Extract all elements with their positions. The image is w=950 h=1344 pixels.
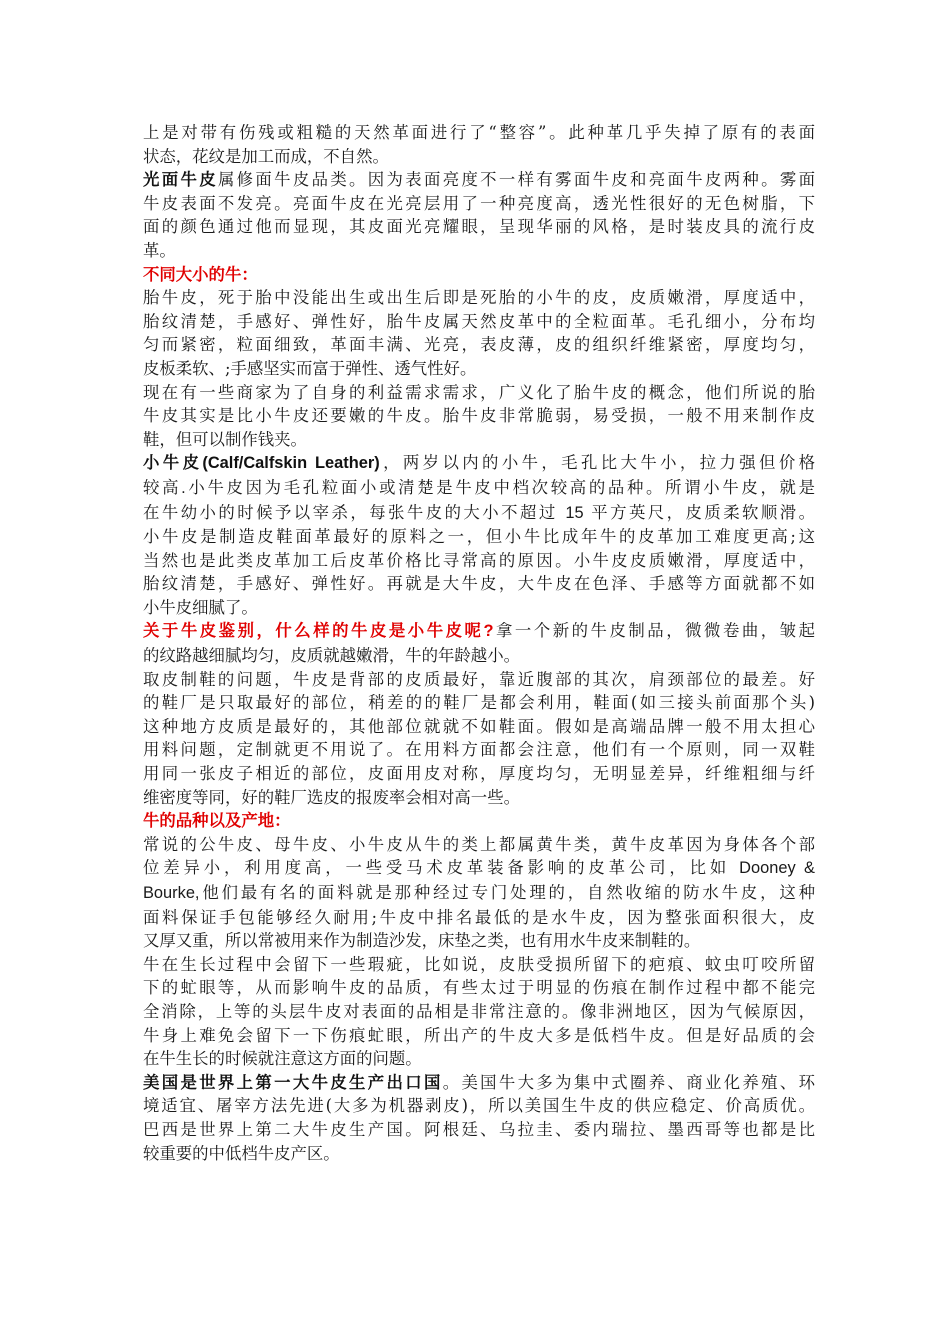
text-line — [143, 1000, 815, 1024]
text-run: 较重要的中低档牛皮产区。 — [143, 1143, 340, 1163]
text-run: 位差异小，利用度高，一些受马术皮革装备影响的皮革公司，比如 — [143, 858, 740, 878]
text-run: 状态，花纹是加工而成，不自然。 — [143, 146, 389, 166]
text-line — [143, 310, 815, 334]
text-run: 当然也是此类皮革加工后皮革价格比寻常高的原因。小牛皮皮质嫩滑，厚度适中， — [143, 550, 815, 570]
text-line — [143, 428, 815, 452]
text-run: 境适宜、屠宰方法先进(大多为机器剥皮)，所以美国生牛皮的供应稳定、价高质优。 — [143, 1096, 815, 1116]
text-line — [143, 381, 815, 405]
text-run: Bourke, — [143, 884, 200, 902]
text-line — [143, 404, 815, 428]
text-line — [143, 215, 815, 239]
text-run: 革。 — [143, 240, 176, 260]
text-line — [143, 357, 815, 381]
text-line — [143, 929, 815, 953]
text-line — [143, 168, 815, 192]
text-run: 皮板柔软、;手感坚实而富于弹性、透气性好。 — [143, 358, 477, 378]
text-run: 胎纹清楚，手感好、弹性好，胎牛皮属天然皮革中的全粒面革。毛孔细小，分布均 — [143, 311, 815, 331]
text-run: 面的颜色通过他而显现，其皮面光亮耀眼，呈现华丽的风格，是时装皮具的流行皮 — [143, 217, 815, 237]
text-line — [143, 286, 815, 310]
text-line — [143, 192, 815, 216]
text-line — [143, 833, 815, 857]
text-run: 胎纹清楚，手感好、弹性好。再就是大牛皮，大牛皮在色泽、手感等方面就都不如 — [143, 574, 815, 594]
text-line — [143, 501, 815, 526]
text-run: 取皮制鞋的问题，牛皮是背部的皮质最好，靠近腹部的其次，肩颈部位的最差。好 — [143, 669, 815, 689]
bold-term: 光面牛皮 — [143, 170, 218, 190]
text-line — [143, 1118, 815, 1142]
text-run: 又厚又重，所以常被用来作为制造沙发，床垫之类，也有用水牛皮来制鞋的。 — [143, 931, 701, 951]
text-line — [143, 809, 815, 833]
text-line — [143, 715, 815, 739]
text-run: 全消除，上等的头层牛皮对表面的品相是非常注意的。像非洲地区，因为气候原因， — [143, 1001, 815, 1021]
text-run: 用料问题，定制就更不用说了。在用料方面都会注意，他们有一个原则，同一双鞋 — [143, 740, 815, 760]
bold-term: (Calf/Calfskin Leather) — [202, 454, 380, 473]
text-run: 现在有一些商家为了自身的利益需求需求，广义化了胎牛皮的概念，他们所说的胎 — [143, 382, 815, 402]
text-line — [143, 121, 815, 145]
text-run: 巴西是世界上第二大牛皮生产国。阿根廷、乌拉圭、委内瑞拉、墨西哥等也都是比 — [143, 1119, 815, 1139]
bold-term: 小牛皮 — [143, 453, 203, 473]
text-run: 15 — [565, 503, 584, 522]
text-line — [143, 549, 815, 573]
text-run: 鞋，但可以制作钱夹。 — [143, 429, 307, 449]
text-run: 常说的公牛皮、母牛皮、小牛皮从牛的类上都属黄牛类，黄牛皮革因为身体各个部 — [143, 834, 815, 854]
text-line — [143, 668, 815, 692]
text-line — [143, 762, 815, 786]
bold-term: 美国是世界上第一大牛皮生产出口国 — [143, 1072, 443, 1092]
text-line — [143, 881, 815, 906]
text-run: 牛皮表面不发亮。亮面牛皮在光亮层用了一种亮度高，透光性很好的无色树脂，下 — [143, 193, 815, 213]
text-run: 小牛皮因为毛孔粒面小或清楚是牛皮中档次较高的品种。所谓小牛皮，就是 — [185, 477, 815, 497]
text-run: 较高 — [143, 477, 182, 497]
text-run: ，两岁以内的小牛，毛孔比大牛小，拉力强但价格 — [379, 453, 815, 473]
text-run: 属修面牛皮品类。因为表面亮度不一样有雾面牛皮和亮面牛皮两种。雾面 — [217, 170, 816, 190]
section-heading: 不同大小的牛： — [143, 264, 258, 284]
section-heading: 关于牛皮鉴别，什么样的牛皮是小牛皮呢 — [143, 621, 484, 641]
text-run: 面料保证手包能够经久耐用;牛皮中排名最低的是水牛皮，因为整张面积很大，皮 — [143, 907, 815, 927]
text-run: 的鞋厂是只取最好的部位，稍差的的鞋厂是都会利用，鞋面(如三接头前面那个头) — [143, 693, 815, 713]
text-run: 在牛生长的时候就注意这方面的问题。 — [143, 1049, 422, 1069]
text-run: 。美国牛大多为集中式圈养、商业化养殖、环 — [442, 1072, 816, 1092]
text-run: . — [181, 478, 186, 497]
text-run: 在牛幼小的时候予以宰杀，每张牛皮的大小不超过 — [143, 502, 566, 522]
text-run: 维密度等同，好的鞋厂选皮的报废率会相对高一些。 — [143, 787, 520, 807]
text-run: 的纹路越细腻均匀，皮质就越嫩滑，牛的年龄越小。 — [143, 646, 520, 666]
text-line — [143, 525, 815, 549]
text-line — [143, 476, 815, 501]
text-line — [143, 451, 815, 476]
text-line — [143, 1024, 815, 1048]
text-run: 胎牛皮，死于胎中没能出生或出生后即是死胎的小牛的皮，皮质嫩滑，厚度适中， — [143, 288, 815, 308]
text-line — [143, 1071, 815, 1095]
text-run: 平方英尺，皮质柔软顺滑。 — [583, 502, 815, 522]
text-run: 他们最有名的面料就是那种经过专门处理的，自然收缩的防水牛皮，这种 — [199, 883, 815, 902]
text-line — [143, 239, 815, 263]
section-heading: 牛的品种以及产地： — [143, 811, 291, 831]
text-run: Dooney & — [739, 859, 815, 878]
text-line — [143, 786, 815, 810]
text-run: 这种地方皮质是最好的，其他部位就就不如鞋面。假如是高端品牌一般不用太担心 — [143, 716, 815, 736]
text-run: 上是对带有伤残或粗糙的天然革面进行了“整容”。此种革几乎失掉了原有的表面 — [143, 123, 815, 142]
text-run: 小牛皮细腻了。 — [143, 597, 258, 617]
text-line — [143, 691, 815, 715]
text-run: 拿一个新的牛皮制品，微微卷曲，皱起 — [493, 621, 816, 641]
text-run: 牛在生长过程中会留下一些瑕疵，比如说，皮肤受损所留下的疤痕、蚊虫叮咬所留 — [143, 954, 815, 974]
text-line — [143, 976, 815, 1000]
text-line — [143, 596, 815, 620]
text-run: 小牛皮是制造皮鞋面革最好的原料之一，但小牛比成年牛的皮革加工难度更高;这 — [143, 527, 815, 547]
text-line — [143, 572, 815, 596]
text-line — [143, 1142, 815, 1166]
text-line — [143, 619, 815, 644]
text-run: 牛皮其实是比小牛皮还要嫩的牛皮。胎牛皮非常脆弱，易受损，一般不用来制作皮 — [143, 406, 815, 426]
text-line — [143, 263, 815, 287]
text-line — [143, 333, 815, 357]
text-line — [143, 906, 815, 930]
text-line — [143, 644, 815, 668]
text-run: 下的虻眼等，从而影响牛皮的品质，有些太过于明显的伤痕在制作过程中都不能完 — [143, 978, 815, 998]
text-line — [143, 953, 815, 977]
section-heading: ? — [483, 622, 494, 641]
text-line — [143, 1047, 815, 1071]
document-page — [143, 121, 815, 1165]
text-line — [143, 1094, 815, 1118]
text-line — [143, 856, 815, 881]
text-line — [143, 738, 815, 762]
text-run: 用同一张皮子相近的部位，皮面用皮对称，厚度均匀，无明显差异，纤维粗细与纤 — [143, 764, 815, 784]
text-line — [143, 145, 815, 169]
text-run: 匀而紧密，粒面细致，革面丰满、光亮，表皮薄，皮的组织纤维紧密，厚度均匀， — [143, 335, 815, 355]
text-run: 牛身上难免会留下一下伤痕虻眼，所出产的牛皮大多是低档牛皮。但是好品质的会 — [143, 1025, 815, 1045]
